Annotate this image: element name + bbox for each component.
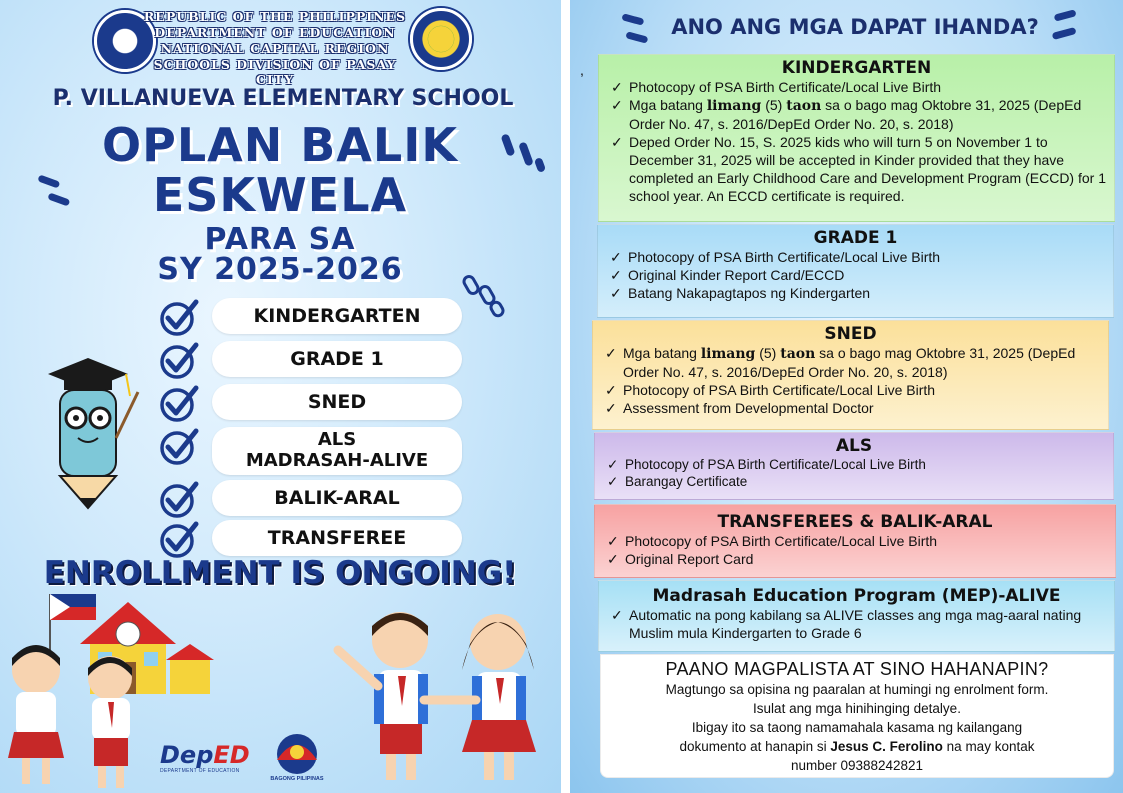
- deped-logo-text: ED: [213, 741, 250, 769]
- section-heading: TRANSFEREES & BALIK-ARAL: [717, 512, 993, 532]
- deped-logo-text: Dep: [160, 741, 214, 769]
- grade1-requirements: [597, 224, 1114, 318]
- enrollment-banner: ENROLLMENT IS ONGOING!: [43, 555, 517, 591]
- deped-logo-subtitle: DEPARTMENT OF EDUCATION: [160, 768, 240, 774]
- requirements-poster-right: [570, 0, 1123, 793]
- check-circle-icon: [158, 478, 200, 520]
- check-circle-icon: [158, 518, 200, 560]
- transferees-requirements: [594, 504, 1116, 578]
- students-illustration-icon: [330, 600, 560, 790]
- kindergarten-requirements: [598, 54, 1115, 222]
- dash-decoration-icon: [500, 130, 550, 180]
- list-item: ✓ Mga batang limang (5) taon sa o bago mag Oktobre 31, 2025 (DepEd Order No. 47, s. 2016/DepEd Order No. 20, s. 2018): [611, 97, 1082, 132]
- list-item: ✓ Automatic na pong kabilang sa ALIVE classes ang mga mag-aaral nating Muslim mula Kindergarten to Grade 6: [611, 607, 1082, 641]
- check-icon: ✓: [610, 267, 622, 283]
- level-row-balik-aral: [158, 478, 464, 518]
- instruction-line: Magtungo sa opisina ng paaralan at humingi ng enrolment form.: [665, 682, 1049, 697]
- mep-alive-requirements: [598, 580, 1115, 652]
- check-circle-icon: [158, 296, 200, 338]
- check-icon: ✓: [610, 249, 622, 265]
- check-circle-icon: [158, 425, 200, 467]
- als-requirements: [594, 432, 1114, 500]
- level-pill: BALIK-ARAL: [212, 480, 462, 516]
- pencil-mascot-icon: [28, 352, 148, 512]
- check-icon: ✓: [611, 134, 623, 150]
- sned-requirements: [592, 320, 1109, 430]
- level-row-sned: [158, 382, 464, 422]
- list-item: ✓ Original Report Card: [607, 551, 754, 567]
- instruction-line: Ibigay ito sa taong namamahala kasama ng kailangang: [691, 720, 1023, 735]
- enrollment-poster-left: [0, 0, 561, 793]
- list-item: ✓ Photocopy of PSA Birth Certificate/Local Live Birth: [607, 457, 926, 472]
- section-heading: ALS: [835, 436, 873, 456]
- check-icon: ✓: [607, 533, 619, 549]
- section-heading: SNED: [824, 324, 877, 344]
- header-line: REPUBLIC OF THE PHILIPPINES: [143, 9, 407, 24]
- list-item: ✓ Photocopy of PSA Birth Certificate/Local Live Birth: [610, 249, 941, 265]
- check-icon: ✓: [611, 79, 623, 95]
- list-item: ✓ Barangay Certificate: [607, 474, 748, 489]
- contact-number: number 09388242821: [790, 758, 924, 773]
- section-heading: KINDERGARTEN: [781, 58, 932, 78]
- check-icon: ✓: [607, 474, 619, 489]
- poster-subtitle: PARA SA: [204, 222, 356, 257]
- contact-person: Jesus C. Ferolino: [830, 739, 943, 754]
- list-item: ✓ Original Kinder Report Card/ECCD: [610, 267, 845, 283]
- check-circle-icon: [158, 339, 200, 381]
- level-pill: SNED: [212, 384, 462, 420]
- level-label: MADRASAH-ALIVE: [245, 450, 429, 471]
- instruction-line: Isulat ang mga hinihinging detalye.: [753, 701, 961, 716]
- check-icon: ✓: [607, 551, 619, 567]
- level-pill: GRADE 1: [212, 341, 462, 377]
- check-icon: ✓: [605, 345, 617, 361]
- header-line: DEPARTMENT OF EDUCATION: [154, 25, 396, 40]
- check-icon: ✓: [605, 400, 617, 416]
- school-year: SY 2025-2026: [157, 252, 403, 287]
- dash-decoration-icon: [36, 172, 76, 212]
- check-icon: ✓: [605, 382, 617, 398]
- section-heading: GRADE 1: [813, 228, 898, 248]
- stray-mark: ,: [580, 62, 584, 78]
- section-heading: PAANO MAGPALISTA AT SINO HAHANAPIN?: [665, 659, 1049, 679]
- bagong-pilipinas-icon: [269, 730, 325, 776]
- dash-decoration-icon: [1046, 8, 1086, 44]
- level-pill: KINDERGARTEN: [212, 298, 462, 334]
- how-to-enroll: [600, 654, 1114, 778]
- check-icon: ✓: [611, 607, 623, 623]
- instruction-line: dokumento at hanapin si Jesus C. Ferolino na may kontak: [679, 739, 1035, 754]
- poster-title: OPLAN BALIK: [102, 118, 458, 172]
- level-pill: [212, 427, 462, 475]
- level-row-grade1: [158, 339, 464, 379]
- header-line: NATIONAL CAPITAL REGION: [160, 41, 390, 56]
- bagong-pilipinas-text: BAGONG PILIPINAS: [270, 776, 324, 782]
- level-row-kindergarten: [158, 296, 464, 336]
- header-line: SCHOOLS DIVISION OF PASAY CITY: [153, 57, 397, 87]
- list-item: ✓ Photocopy of PSA Birth Certificate/Local Live Birth: [611, 79, 942, 95]
- check-icon: ✓: [607, 457, 619, 472]
- level-row-als: [158, 425, 464, 475]
- list-item: ✓ Deped Order No. 15, S. 2025 kids who will turn 5 on November 1 to December 31, 2025 will be accepted in Kinder provided that they have completed an Early Childhood Care and Development Program (ECCD) for 1 school year. An ECCD certificate is required.: [611, 134, 1106, 204]
- list-item: ✓ Batang Nakapagtapos ng Kindergarten: [610, 285, 871, 301]
- check-icon: ✓: [610, 285, 622, 301]
- list-item: ✓ Photocopy of PSA Birth Certificate/Local Live Birth: [605, 382, 936, 398]
- dash-decoration-icon: [620, 12, 660, 46]
- list-item: ✓ Photocopy of PSA Birth Certificate/Local Live Birth: [607, 533, 938, 549]
- school-seal-icon: [410, 8, 472, 70]
- list-item: ✓ Mga batang limang (5) taon sa o bago mag Oktobre 31, 2025 (DepEd Order No. 47, s. 2016/DepEd Order No. 20, s. 2018): [605, 345, 1076, 380]
- level-pill: TRANSFEREE: [212, 520, 462, 556]
- section-heading: Madrasah Education Program (MEP)-ALIVE: [652, 586, 1061, 606]
- check-circle-icon: [158, 382, 200, 424]
- list-item: ✓ Assessment from Developmental Doctor: [605, 400, 874, 416]
- dash-decoration-icon: [462, 272, 508, 322]
- level-row-transferee: [158, 518, 464, 558]
- bagong-pilipinas-logo: [262, 730, 332, 786]
- requirements-title: ANO ANG MGA DAPAT IHANDA?: [671, 15, 1039, 39]
- level-label: ALS: [317, 429, 357, 451]
- check-icon: ✓: [611, 97, 623, 113]
- school-name: P. VILLANUEVA ELEMENTARY SCHOOL: [52, 86, 514, 111]
- deped-logo: [160, 741, 250, 778]
- students-illustration-icon: [0, 632, 170, 792]
- poster-title: ESKWELA: [152, 168, 408, 222]
